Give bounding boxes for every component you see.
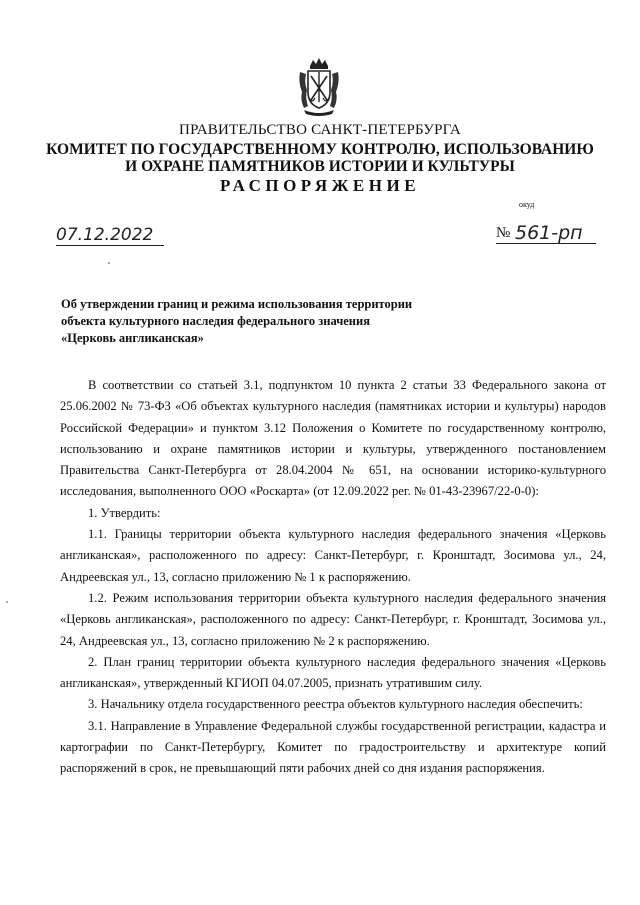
document-body	[60, 375, 606, 780]
subject-line: «Церковь англиканская»	[61, 331, 204, 345]
okud-label: окуд	[519, 200, 535, 209]
clause-2: 2. План границ территории объекта культурного наследия федерального значения «Церковь англиканская», утвержденный КГИОП 04.07.2005, признать утратившим силу.	[60, 654, 606, 691]
clause-3: 3. Начальнику отдела государственного реестра объектов культурного наследия обеспечить:	[88, 697, 583, 712]
scan-speck	[6, 601, 8, 603]
committee-name-line1: КОМИТЕТ ПО ГОСУДАРСТВЕННОМУ КОНТРОЛЮ, ИСПОЛЬЗОВАНИЮ	[46, 141, 594, 158]
document-subject	[61, 296, 481, 347]
scan-speck	[108, 262, 110, 264]
document-number-field	[496, 223, 596, 244]
clause-1-1: 1.1. Границы территории объекта культурного наследия федерального значения «Церковь англиканская», расположенного по адресу: Санкт-Петербург, г. Кронштадт, Зосимова ул., 24, Андреевская ул., 13, согласно приложению № 1 к распоряжению.	[60, 527, 606, 584]
number-sign: №	[496, 225, 511, 241]
clause-3-1: 3.1. Направление в Управление Федеральной службы государственной регистрации, кадастра и картографии по Санкт-Петербургу, Комитет по градостроительству и архитектуре копий распоряжений в срок, не превышающий пяти рабочих дней со дня издания распоряжения.	[60, 718, 606, 776]
document-date: 07.12.2022	[56, 225, 164, 246]
document-number: 561-рп	[515, 222, 583, 244]
coat-of-arms-icon	[296, 58, 342, 118]
government-name: ПРАВИТЕЛЬСТВО САНКТ-ПЕТЕРБУРГА	[179, 122, 461, 138]
committee-name-line2: И ОХРАНЕ ПАМЯТНИКОВ ИСТОРИИ И КУЛЬТУРЫ	[125, 158, 515, 175]
clause-1: 1. Утвердить:	[88, 505, 161, 520]
subject-line: Об утверждении границ и режима использования территории	[61, 297, 413, 311]
preamble-paragraph: В соответствии со статьей 3.1, подпунктом 10 пункта 2 статьи 33 Федерального закона от 25.06.2002 № 73-ФЗ «Об объектах культурного наследия (памятниках истории и культуры) народов Российской Федерации» и пунктом 3.12 Положения о Комитете по государственному контролю, использованию и охране памятников истории и культуры, утвержденного постановлением Правительства Санкт-Петербурга от 28.04.2004 № 651, на основании историко-культурного исследования, выполненного ООО «Роскарта» (от 12.09.2022 рег. № 01-43-23967/22-0-0):	[60, 378, 606, 499]
subject-line: объекта культурного наследия федерального значения	[61, 314, 370, 328]
clause-1-2: 1.2. Режим использования территории объекта культурного наследия федерального значения «Церковь англиканская», расположенного по адресу: Санкт-Петербург, г. Кронштадт, Зосимова ул., 24, Андреевская ул., 13, согласно приложению № 2 к распоряжению.	[60, 590, 606, 648]
document-type-title: РАСПОРЯЖЕНИЕ	[219, 176, 421, 195]
